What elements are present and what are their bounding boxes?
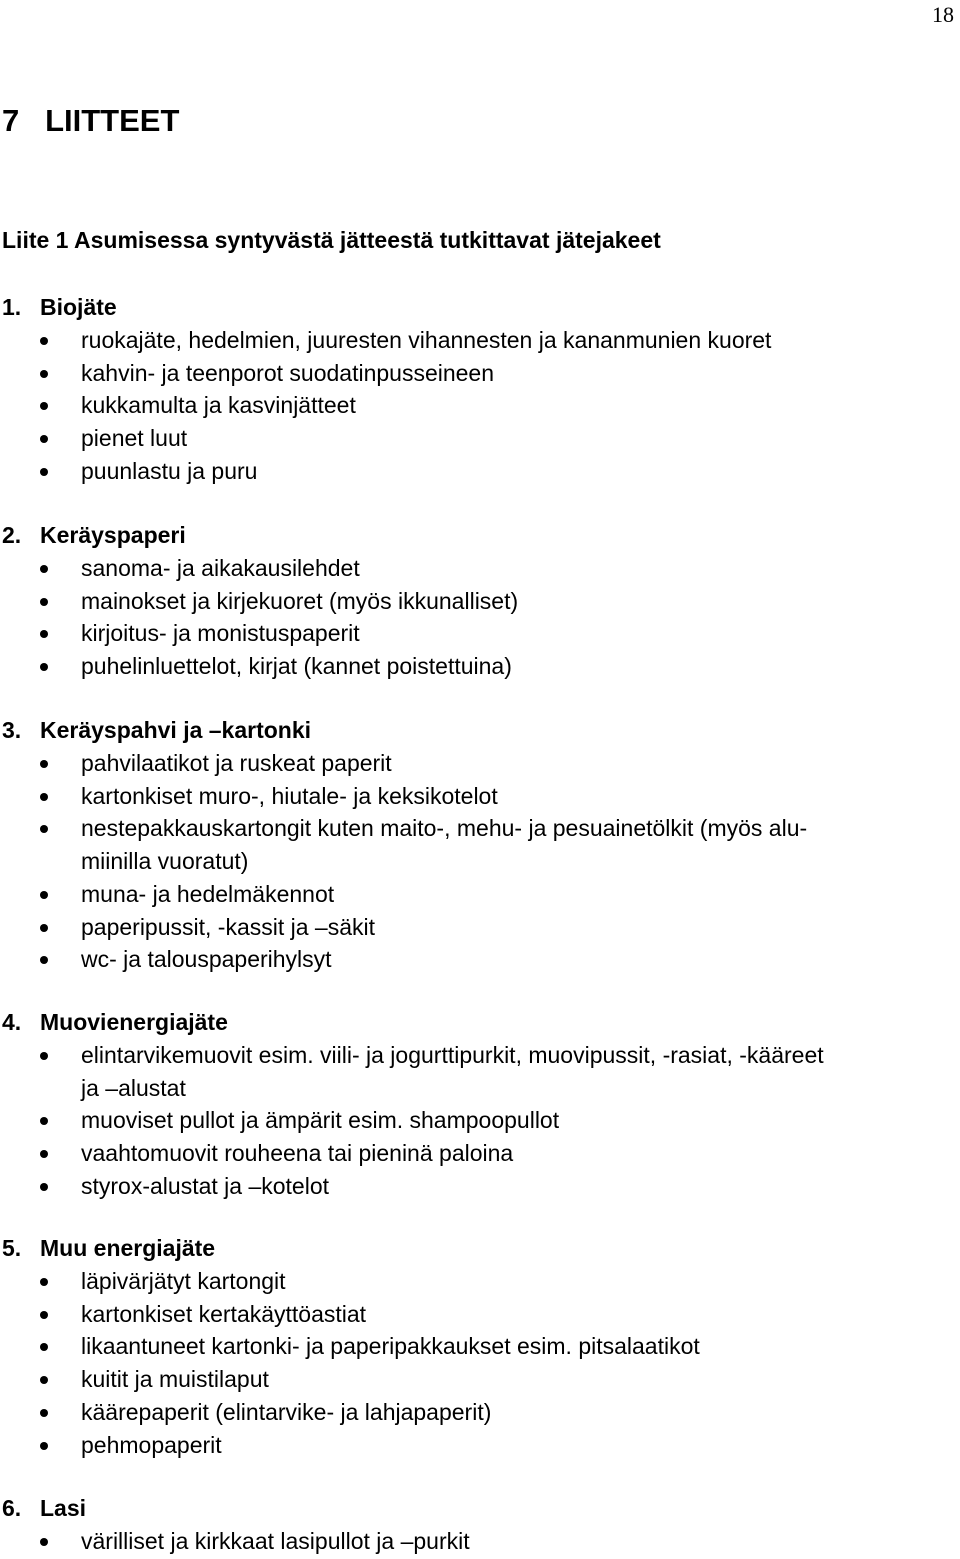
appendix-title: Liite 1 Asumisessa syntyvästä jätteestä tutkittavat jätejakeet <box>2 227 661 253</box>
bullet-icon <box>40 1117 48 1125</box>
list-item-text: nestepakkauskartongit kuten maito-, mehu- ja pesuainetölkit (myös alu- miinilla vuoratut) <box>81 815 808 875</box>
bullet-icon <box>40 1376 48 1384</box>
section-number: 5. <box>2 1235 22 1261</box>
chapter-title: 7 LIITTEET <box>2 103 180 138</box>
bullet-icon <box>40 1442 48 1450</box>
list-item-text: sanoma- ja aikakausilehdet <box>81 555 360 581</box>
section-heading <box>2 1006 228 1039</box>
list-item-text: värilliset ja kirkkaat lasipullot ja –purkit <box>81 1528 470 1554</box>
list-item <box>0 1170 960 1203</box>
list-item-text: puhelinluettelot, kirjat (kannet poistettuina) <box>81 653 512 680</box>
page-number: 18 <box>932 2 954 27</box>
bullet-icon <box>40 1409 48 1417</box>
list-item-text: kirjoitus- ja monistuspaperit <box>81 620 360 647</box>
list-item <box>0 812 960 877</box>
list-item <box>0 1039 960 1104</box>
section-title: Muovienergiajäte <box>40 1009 228 1035</box>
bullet-icon <box>40 1183 48 1191</box>
section-number: 4. <box>2 1009 22 1035</box>
list-item <box>0 552 960 585</box>
bullet-icon <box>40 468 48 476</box>
bullet-icon <box>40 1343 48 1351</box>
bullet-icon <box>40 1538 48 1546</box>
list-item-text: mainokset ja kirjekuoret (myös ikkunalliset) <box>81 587 519 614</box>
bullet-icon <box>40 435 48 443</box>
list-item-text: kartonkiset muro-, hiutale- ja keksikotelot <box>81 782 498 809</box>
list-item <box>0 324 960 357</box>
bullet-icon <box>40 663 48 671</box>
bullet-icon <box>40 924 48 932</box>
list-item <box>0 389 960 422</box>
bullet-list <box>0 1525 960 1558</box>
bullet-icon <box>40 402 48 410</box>
section-number: 2. <box>2 522 22 548</box>
list-item <box>0 747 960 780</box>
list-item <box>0 650 960 683</box>
list-item-text: käärepaperit (elintarvike- ja lahjapaperit) <box>81 1398 492 1425</box>
section-title: Keräyspaperi <box>40 522 186 548</box>
section-title: Lasi <box>40 1495 87 1521</box>
section-heading <box>2 519 186 552</box>
bullet-icon <box>40 760 48 768</box>
list-item-text: läpivärjätyt kartongit <box>81 1268 286 1294</box>
list-item <box>0 878 960 911</box>
list-item-text: kartonkiset kertakäyttöastiat <box>81 1300 367 1327</box>
list-item-text: pahvilaatikot ja ruskeat paperit <box>81 750 392 776</box>
list-item-text: paperipussit, -kassit ja –säkit <box>81 913 376 940</box>
bullet-list <box>0 324 960 488</box>
list-item <box>0 617 960 650</box>
list-item-text: styrox-alustat ja –kotelot <box>81 1172 330 1199</box>
list-item <box>0 357 960 390</box>
list-item <box>0 1298 960 1331</box>
list-item <box>0 911 960 944</box>
list-item-text: likaantuneet kartonki- ja paperipakkaukset esim. pitsalaatikot <box>81 1333 700 1360</box>
list-item <box>0 585 960 618</box>
section-title: Muu energiajäte <box>40 1235 216 1261</box>
section-title: Biojäte <box>40 294 117 320</box>
section-title: Keräyspahvi ja –kartonki <box>40 717 312 743</box>
section-heading <box>2 714 311 747</box>
list-item-text: ruokajäte, hedelmien, juuresten vihannesten ja kananmunien kuoret <box>81 327 772 353</box>
bullet-icon <box>40 956 48 964</box>
bullet-list <box>0 747 960 976</box>
bullet-icon <box>40 1278 48 1286</box>
list-item <box>0 1396 960 1429</box>
bullet-icon <box>40 370 48 378</box>
list-item <box>0 1525 960 1558</box>
section-number: 3. <box>2 717 22 743</box>
list-item <box>0 1137 960 1170</box>
list-item-text: muoviset pullot ja ämpärit esim. shampoopullot <box>81 1107 560 1134</box>
list-item-text: wc- ja talouspaperihylsyt <box>81 946 332 973</box>
list-item <box>0 1363 960 1396</box>
list-item-text: elintarvikemuovit esim. viili- ja jogurttipurkit, muovipussit, -rasiat, -kääreet ja –alustat <box>81 1042 824 1101</box>
list-item <box>0 1330 960 1363</box>
list-item-text: muna- ja hedelmäkennot <box>81 880 335 907</box>
bullet-icon <box>40 891 48 899</box>
section-heading <box>2 1492 86 1525</box>
list-item <box>0 1265 960 1298</box>
bullet-icon <box>40 825 48 833</box>
section-heading <box>2 291 117 324</box>
bullet-icon <box>40 1150 48 1158</box>
list-item-text: kukkamulta ja kasvinjätteet <box>81 392 356 419</box>
bullet-icon <box>40 1052 48 1060</box>
list-item-text: puunlastu ja puru <box>81 457 258 484</box>
section-heading <box>2 1232 215 1265</box>
section-number: 6. <box>2 1495 22 1521</box>
bullet-list <box>0 1265 960 1461</box>
list-item <box>0 1104 960 1137</box>
bullet-icon <box>40 793 48 801</box>
bullet-list <box>0 1039 960 1203</box>
bullet-icon <box>40 565 48 573</box>
bullet-icon <box>40 337 48 345</box>
section-number: 1. <box>2 294 22 320</box>
bullet-icon <box>40 630 48 638</box>
list-item-text: pienet luut <box>81 425 188 452</box>
list-item <box>0 422 960 455</box>
list-item <box>0 1429 960 1462</box>
bullet-icon <box>40 1311 48 1319</box>
bullet-icon <box>40 598 48 606</box>
list-item-text: kuitit ja muistilaput <box>81 1366 269 1393</box>
list-item <box>0 943 960 976</box>
list-item-text: pehmopaperit <box>81 1431 222 1458</box>
list-item-text: vaahtomuovit rouheena tai pieninä paloina <box>81 1140 514 1167</box>
bullet-list <box>0 552 960 683</box>
list-item <box>0 780 960 813</box>
list-item <box>0 455 960 488</box>
list-item-text: kahvin- ja teenporot suodatinpusseineen <box>81 359 495 386</box>
